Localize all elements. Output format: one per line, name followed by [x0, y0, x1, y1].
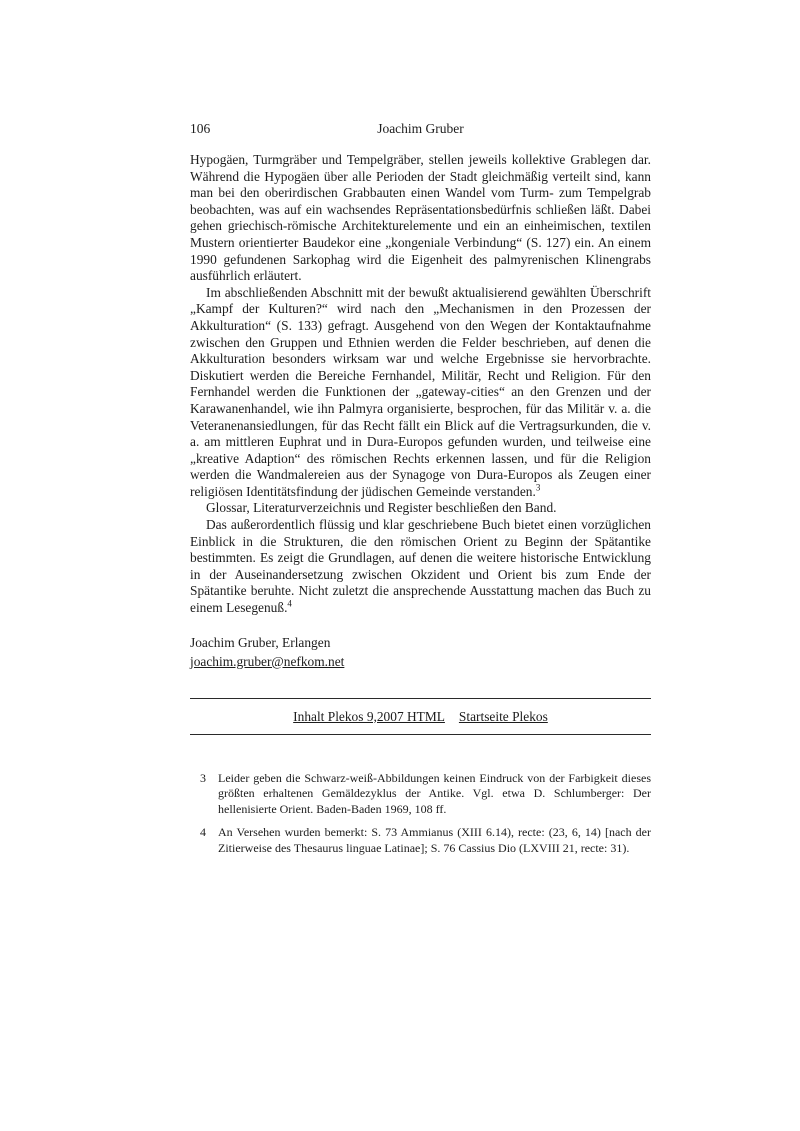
paragraph-2 — [190, 285, 651, 501]
paragraph-1-text: Hypogäen, Turmgräber und Tempelgräber, stellen jeweils kollektive Grablegen dar. Während die Hypogäen über alle Perioden der Stadt gleichmäßig verteilt sind, kann man bei den oberirdischen Grabbauten einen Wandel vom Turm- zum Tempelgrab beobachten, was auf ein wachsendes Repräsentationsbedürfnis schließen läßt. Dabei gehen griechisch-römische Architekturelemente und ein an einheimischen, textilen Mustern orientierter Baudekor eine „kongeniale Verbindung“ (S. 127) ein. An einem 1990 gefundenen Sarkophag wird die Eigenheit des palmyrenischen Klinengrabs ausführlich erläutert. — [190, 152, 651, 284]
footnote-4-text: An Versehen wurden bemerkt: S. 73 Ammianus (XIII 6.14), recte: (23, 6, 14) [nach der Zitierweise des Thesaurus linguae Latinae]; S. 76 Cassius Dio (LXVIII 21, recte: 31). — [218, 825, 651, 855]
paragraph-4-text: Das außerordentlich flüssig und klar geschriebene Buch bietet einen vorzüglichen Einblick in die Strukturen, die den römischen Orient zu Beginn der Spätantike bestimmten. Es zeigt die Grundlagen, auf denen die weitere historische Entwicklung in der Auseinandersetzung zwischen Okzident und Orient bis zum Ende der Spätantike beruhte. Nicht zuletzt die ansprechende Ausstattung machen das Buch zu einem Lesegenuß. — [190, 517, 651, 616]
paragraph-3-text: Glossar, Literaturverzeichnis und Register beschließen den Band. — [206, 500, 557, 516]
email-link[interactable]: joachim.gruber@nefkom.net — [190, 653, 345, 669]
paragraph-2-text: Im abschließenden Abschnitt mit der bewußt aktualisierend gewählten Überschrift „Kampf der Kulturen?“ wird nach den „Mechanismen in den Prozessen der Akkulturation“ (S. 133) gefragt. Ausgehend von den Wegen der Kontaktaufnahme zwischen den Gruppen und Ethnien werden die Felder beschrieben, auf denen die Akkulturation besonders wirksam war und welche Ergebnisse sie hervorbrachte. Diskutiert werden die Bereiche Fernhandel, Militär, Recht und Religion. Für den Fernhandel werden die Funktionen der „gateway-cities“ an den Grenzen und der Karawanenhandel, wie ihn Palmyra organisierte, besprochen, für das Militär v. a. die Veteranenansiedlungen, für das Recht fällt ein Blick auf die Vertragsurkunden, die v. a. am mittleren Euphrat und in Dura-Europos gefunden wurden, und teilweise eine „kreative Adaption“ des römischen Rechts erkennen lassen, und für die Religion werden die Wandmalereien aus der Synagoge von Dura-Europos als Zeugen einer religiösen Identitätsfindung der jüdischen Gemeinde verstanden. — [190, 284, 651, 499]
footnote-3-text: Leider geben die Schwarz-weiß-Abbildungen keinen Eindruck von der Farbigkeit dieses größten erhaltenen Gemäldezyklus der Antike. Vgl. etwa D. Schlumberger: Der hellenisierte Orient. Baden-Baden 1969, 108 ff. — [218, 770, 651, 816]
signature-block — [190, 633, 651, 671]
paragraph-4 — [190, 517, 651, 617]
page-header — [190, 120, 651, 137]
author-line: Joachim Gruber, Erlangen — [190, 634, 331, 650]
footnote-4-number: 4 — [200, 825, 206, 840]
paragraph-1 — [190, 152, 651, 285]
footnote-3 — [200, 771, 651, 818]
review-body — [190, 152, 651, 617]
footnotes-section — [190, 771, 651, 857]
journal-nav — [190, 699, 651, 734]
running-head: Joachim Gruber — [377, 121, 464, 136]
nav-inhalt-link[interactable]: Inhalt Plekos 9,2007 HTML — [293, 708, 445, 724]
paragraph-3 — [190, 500, 651, 517]
footnote-3-number: 3 — [200, 770, 206, 785]
horizontal-rule-bottom — [190, 734, 651, 735]
page-number: 106 — [190, 121, 211, 136]
footnote-ref-4: 4 — [287, 598, 292, 609]
nav-startseite-link[interactable]: Startseite Plekos — [458, 708, 548, 724]
footnote-ref-3: 3 — [535, 482, 541, 493]
footnote-4 — [200, 825, 651, 856]
